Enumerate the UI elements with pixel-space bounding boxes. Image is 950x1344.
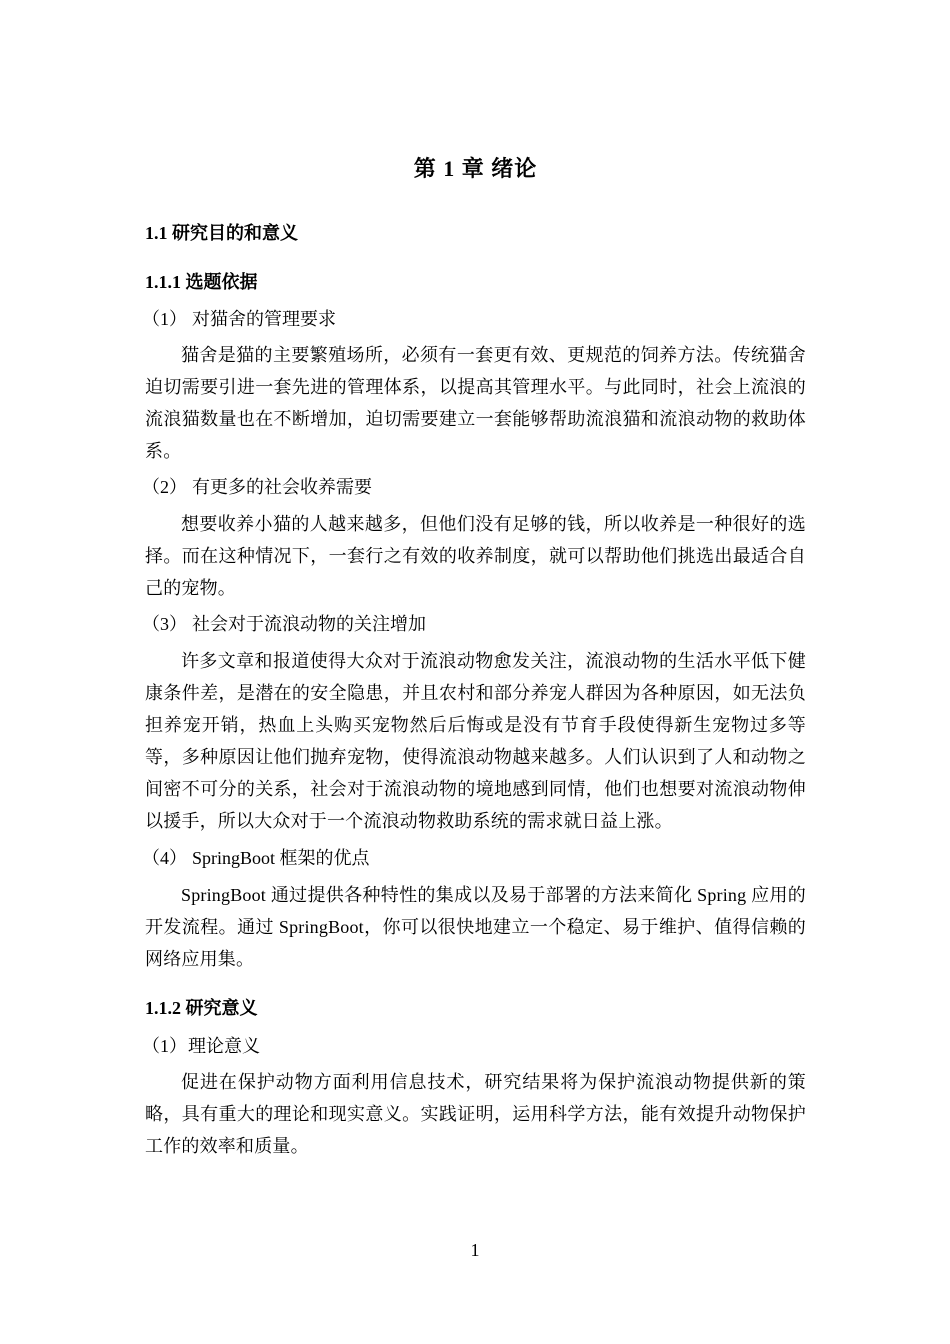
list-item-heading [142, 610, 426, 638]
list-item-heading [142, 844, 370, 872]
item-title: 理论意义 [188, 1036, 260, 1056]
body-paragraph: 猫舍是猫的主要繁殖场所，必须有一套更有效、更规范的饲养方法。传统猫舍迫切需要引进一套先进的管理体系，以提高其管理水平。与此同时，社会上流浪的流浪猫数量也在不断增加，迫切需要建立一套能够帮助流浪猫和流浪动物的救助体系。 [145, 345, 806, 461]
body-paragraph: 许多文章和报道使得大众对于流浪动物愈发关注，流浪动物的生活水平低下健康条件差，是潜在的安全隐患，并且农村和部分养宠人群因为各种原因，如无法负担养宠开销，热血上头购买宠物然后后悔或是没有节育手段使得新生宠物过多等等，多种原因让他们抛弃宠物，使得流浪动物越来越多。人们认识到了人和动物之间密不可分的关系，社会对于流浪动物的境地感到同情，他们也想要对流浪动物伸以援手，所以大众对于一个流浪动物救助系统的需求就日益上涨。 [145, 651, 806, 831]
chapter-title: 第 1 章 绪论 [413, 156, 538, 181]
item-title: SpringBoot 框架的优点 [192, 848, 370, 868]
item-title: 有更多的社会收养需要 [192, 477, 372, 497]
subsection-heading-1-1-2: 1.1.2 研究意义 [145, 998, 258, 1018]
item-number: （1） [142, 309, 187, 329]
list-item-heading [142, 473, 372, 501]
subsection-heading-1-1-1: 1.1.1 选题依据 [145, 272, 258, 292]
item-number: （3） [142, 614, 187, 634]
page-number: 1 [470, 1240, 480, 1260]
item-number: （4） [142, 848, 187, 868]
item-number: （2） [142, 477, 187, 497]
body-paragraph: 促进在保护动物方面利用信息技术，研究结果将为保护流浪动物提供新的策略，具有重大的理论和现实意义。实践证明，运用科学方法，能有效提升动物保护工作的效率和质量。 [145, 1072, 806, 1156]
item-number: （1） [142, 1036, 187, 1056]
list-item-heading [142, 1032, 260, 1060]
body-paragraph: SpringBoot 通过提供各种特性的集成以及易于部署的方法来简化 Spring 应用的开发流程。通过 SpringBoot，你可以很快地建立一个稳定、易于维护、值得信赖的网络应用集。 [145, 885, 806, 969]
list-item-heading [142, 305, 336, 333]
section-heading-1-1: 1.1 研究目的和意义 [145, 223, 298, 243]
item-title: 对猫舍的管理要求 [192, 309, 336, 329]
body-paragraph: 想要收养小猫的人越来越多，但他们没有足够的钱，所以收养是一种很好的选择。而在这种情况下，一套行之有效的收养制度，就可以帮助他们挑选出最适合自己的宠物。 [145, 514, 806, 598]
item-title: 社会对于流浪动物的关注增加 [192, 614, 426, 634]
